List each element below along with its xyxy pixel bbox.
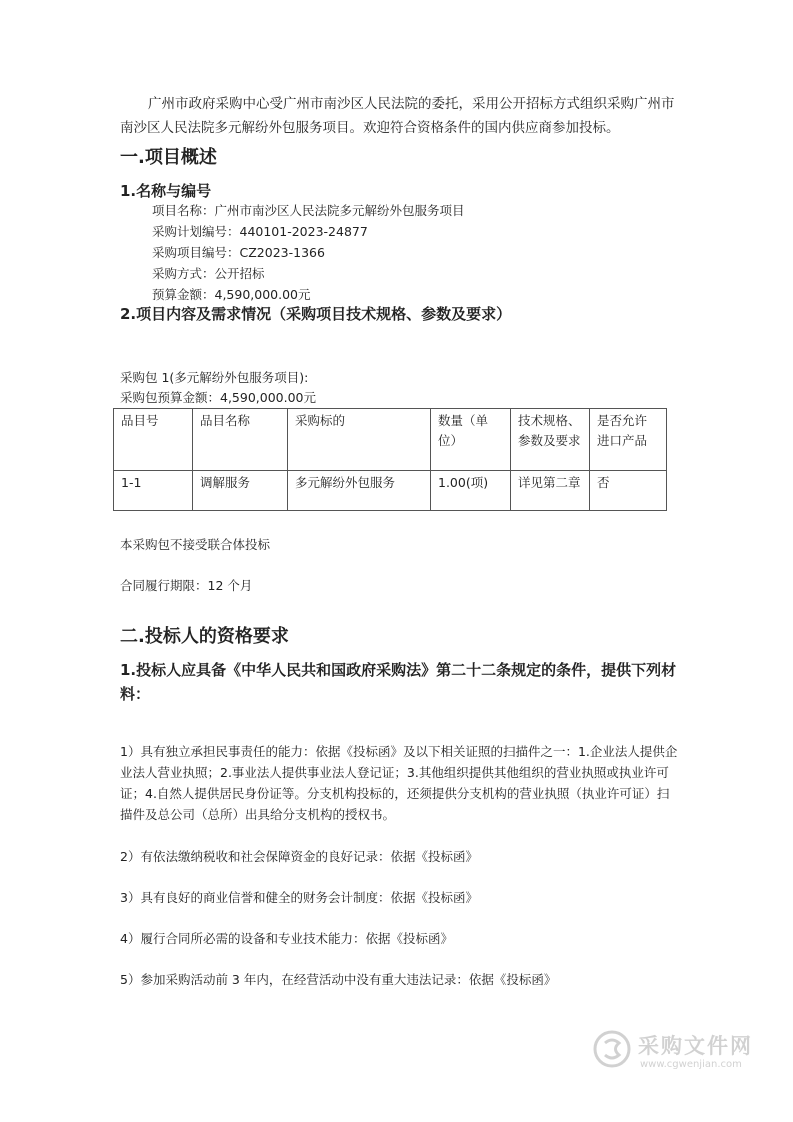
header-item-no: 品目号 [114, 409, 193, 471]
table-header-row [114, 409, 667, 471]
requirement-2: 2）有依法缴纳税收和社会保障资金的良好记录：依据《投标函》 [120, 849, 478, 864]
watermark [592, 1026, 752, 1076]
table-row [114, 471, 667, 511]
header-item-name: 品目名称 [193, 409, 288, 471]
cell-subject: 多元解纷外包服务 [288, 471, 431, 511]
cell-spec: 详见第二章 [511, 471, 590, 511]
header-subject: 采购标的 [288, 409, 431, 471]
requirement-4: 4）履行合同所必需的设备和专业技术能力：依据《投标函》 [120, 931, 453, 946]
cell-import: 否 [590, 471, 667, 511]
intro-paragraph: 广州市政府采购中心受广州市南沙区人民法院的委托，采用公开招标方式组织采购广州市南沙区人民法院多元解纷外包服务项目。欢迎符合资格条件的国内供应商参加投标。 [120, 96, 675, 136]
header-spec: 技术规格、参数及要求 [511, 409, 590, 471]
budget-amount: 预算金额：4,590,000.00元 [152, 287, 311, 302]
contract-period: 合同履行期限：12 个月 [120, 578, 253, 593]
sub1-title: 1.名称与编号 [120, 182, 212, 200]
requirement-5: 5）参加采购活动前 3 年内，在经营活动中没有重大违法记录：依据《投标函》 [120, 972, 557, 987]
section2-title: 二.投标人的资格要求 [120, 626, 289, 647]
no-consortium-note: 本采购包不接受联合体投标 [120, 537, 271, 552]
header-quantity: 数量（单位） [431, 409, 511, 471]
project-number: 采购项目编号：CZ2023-1366 [152, 245, 325, 260]
watermark-title: 采购文件网 [638, 1034, 753, 1058]
qualification-title: 1.投标人应具备《中华人民共和国政府采购法》第二十二条规定的条件，提供下列材料： [120, 661, 677, 703]
package-label: 采购包 1(多元解纷外包服务项目): [120, 370, 309, 385]
cell-item-no: 1-1 [114, 471, 193, 511]
plan-number: 采购计划编号：440101-2023-24877 [152, 224, 368, 239]
project-name: 项目名称：广州市南沙区人民法院多元解纷外包服务项目 [152, 203, 465, 218]
watermark-logo-icon [592, 1029, 632, 1069]
cell-item-name: 调解服务 [193, 471, 288, 511]
section1-title: 一.项目概述 [120, 147, 217, 168]
items-table [113, 408, 667, 511]
watermark-url: www.cgwenjian.com [640, 1059, 742, 1070]
requirement-3: 3）具有良好的商业信誉和健全的财务会计制度：依据《投标函》 [120, 890, 478, 905]
cell-quantity: 1.00(项) [431, 471, 511, 511]
sub2-title: 2.项目内容及需求情况（采购项目技术规格、参数及要求） [120, 305, 512, 323]
header-import: 是否允许进口产品 [590, 409, 667, 471]
procurement-method: 采购方式：公开招标 [152, 266, 265, 281]
requirement-1: 1）具有独立承担民事责任的能力：依据《投标函》及以下相关证照的扫描件之一：1.企业法人提供企业法人营业执照；2.事业法人提供事业法人登记证；3.其他组织提供其他组织的营业执照或执业许可证；4.自然人提供居民身份证等。分支机构投标的，还须提供分支机构的营业执照（执业许可证）扫描件及总公司（总所）出具给分支机构的授权书。 [120, 744, 678, 822]
package-budget: 采购包预算金额：4,590,000.00元 [120, 390, 316, 405]
